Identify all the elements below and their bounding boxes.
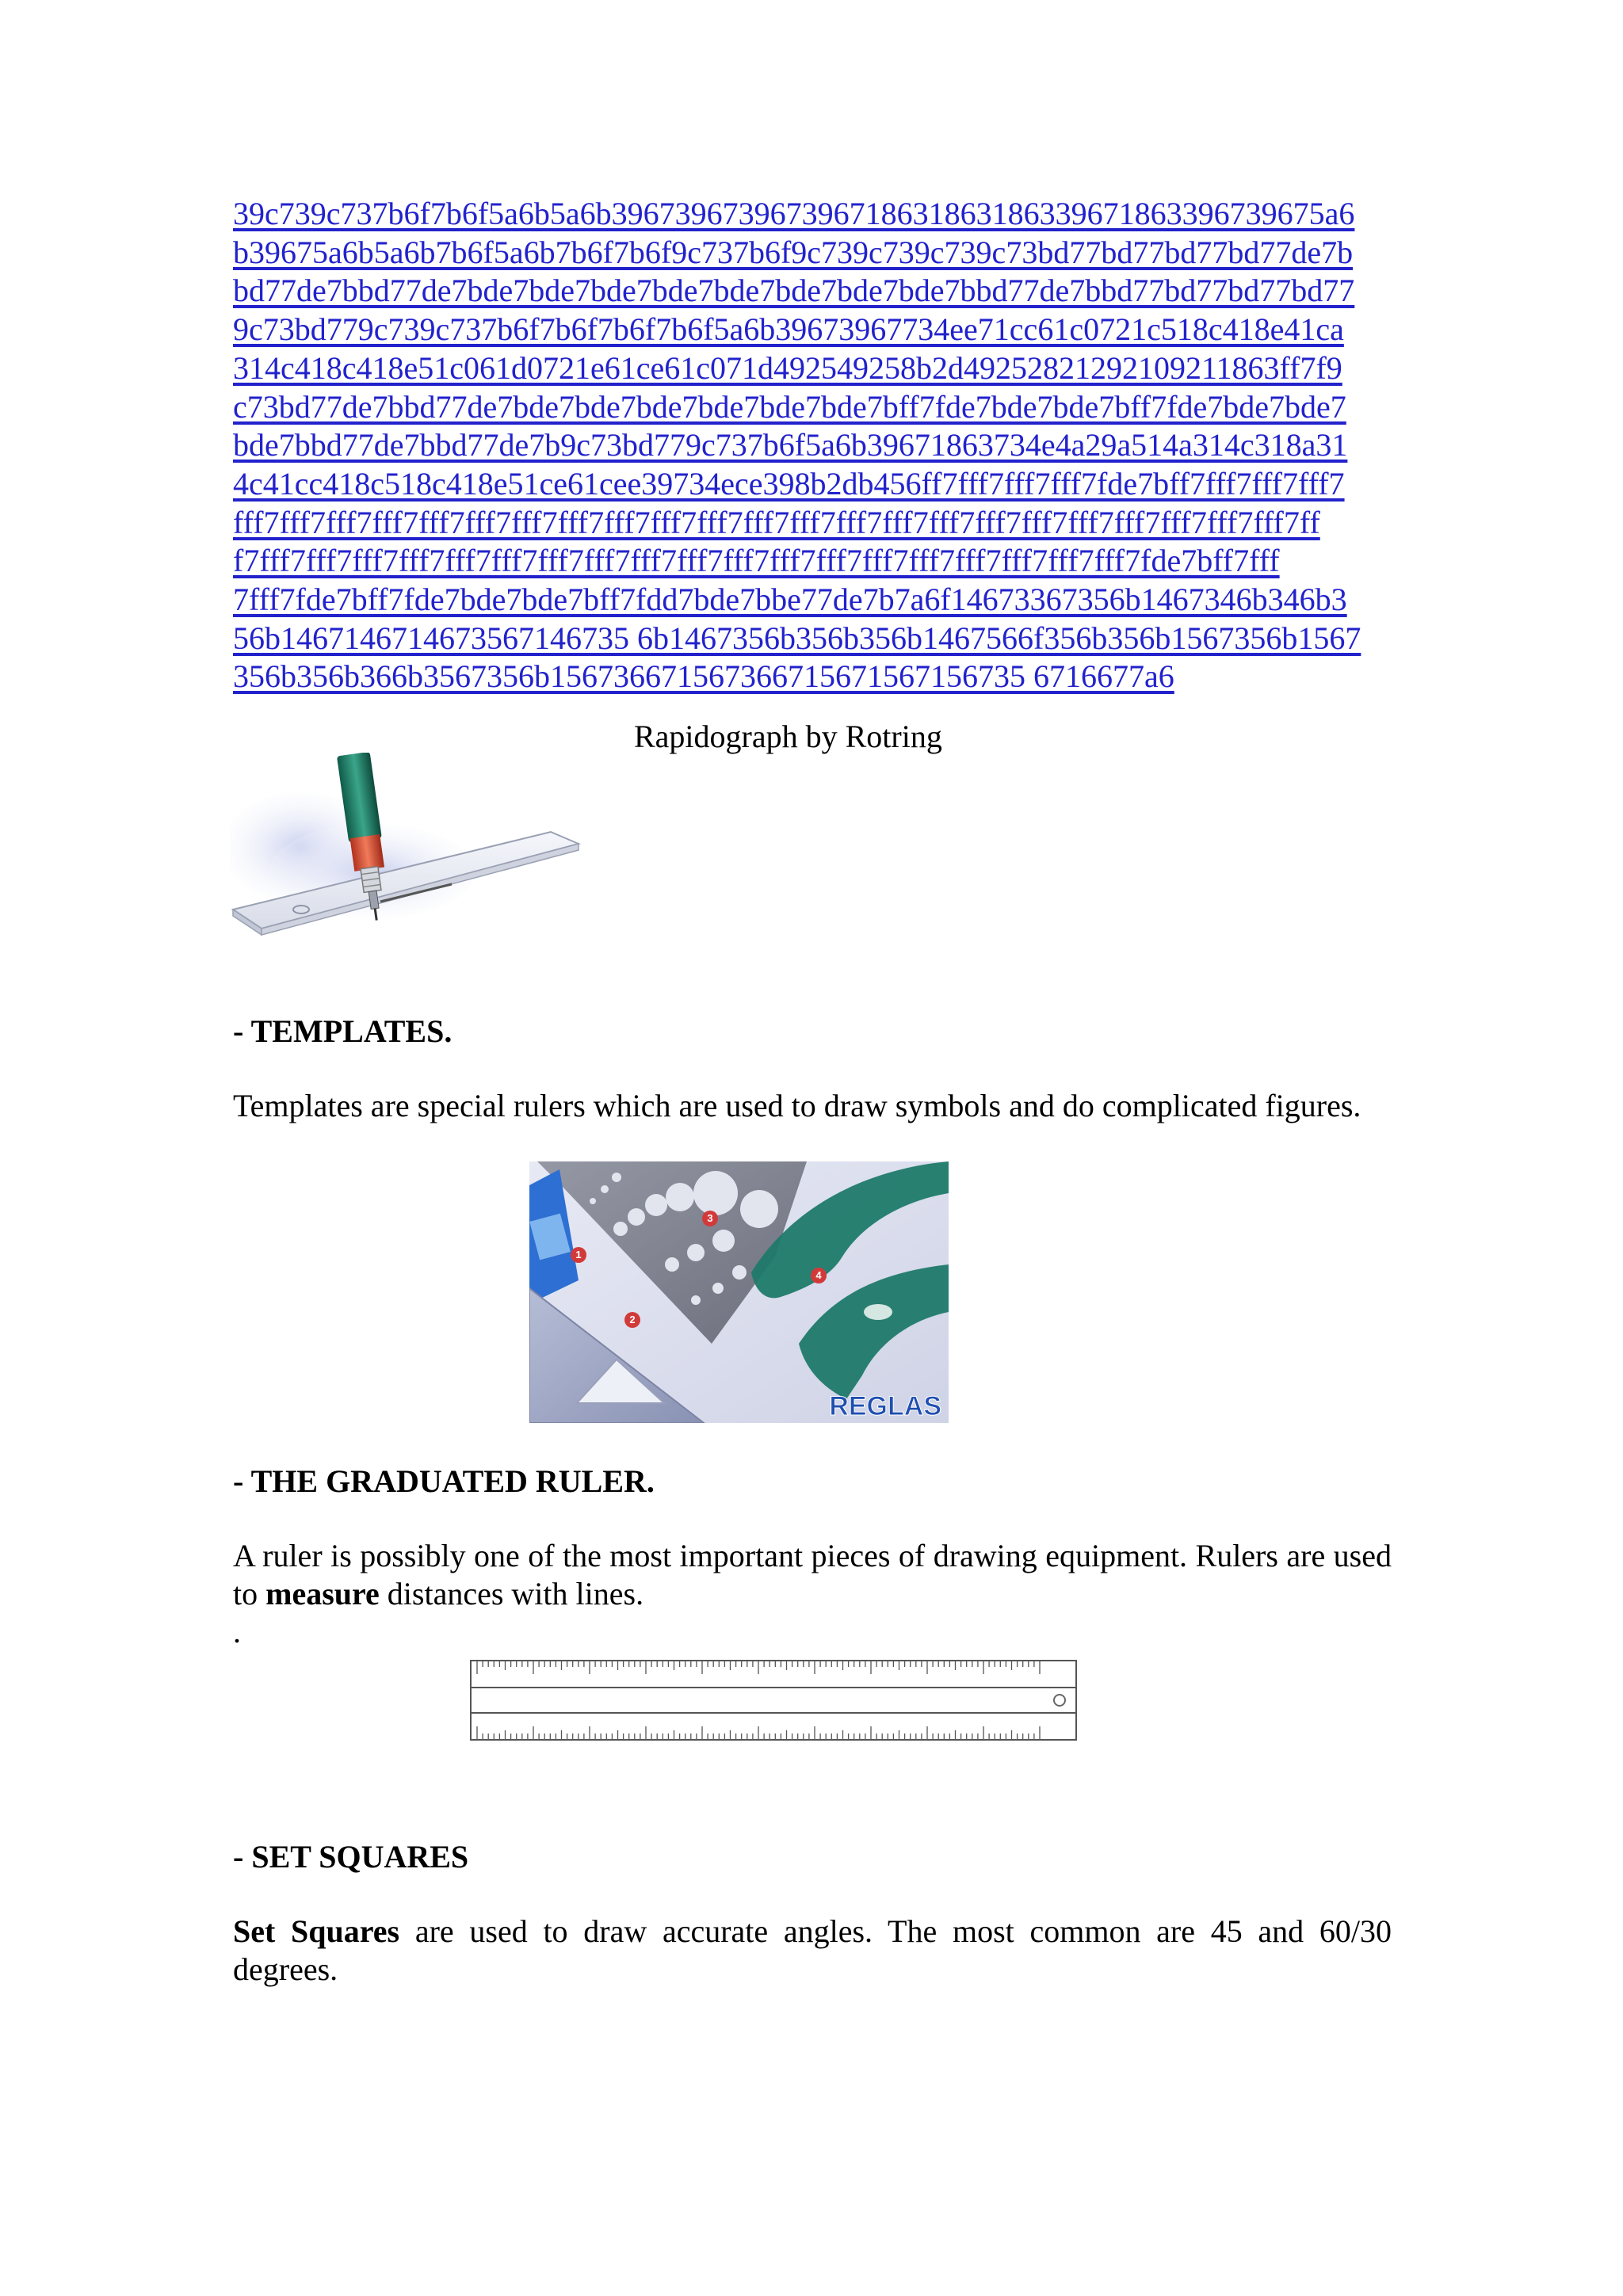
hex-link-line[interactable]: bde7bbd77de7bbd77de7b9c73bd779c737b6f5a6b39671863734e4a29a514a314c318a31 <box>233 427 1348 463</box>
set-squares-text-bold: Set Squares <box>233 1913 400 1949</box>
ruler-text-after: distances with lines. <box>379 1576 644 1611</box>
hex-link-line[interactable]: c73bd77de7bbd77de7bde7bde7bde7bde7bde7bde7bff7fde7bde7bde7bff7fde7bde7bde7 <box>233 388 1346 425</box>
templates-image <box>529 1161 949 1423</box>
rapidograph-image <box>230 753 586 943</box>
hex-link-line[interactable]: 56b1467146714673567146735 6b1467356b356b356b1467566f356b356b1567356b1567 <box>233 620 1361 656</box>
hex-link-line[interactable]: fff7fff7fff7fff7fff7fff7fff7fff7fff7fff7fff7fff7fff7fff7fff7fff7fff7fff7fff7fff7fff7fff7fff7ff <box>233 504 1320 540</box>
reglas-label: REGLAS <box>829 1391 941 1421</box>
ruler-text-before: A ruler is possibly one of the most important pieces of drawing equipment. Rulers are used to <box>233 1538 1392 1611</box>
templates-paragraph: Templates are special rulers which are used to draw symbols and do complicated figures. <box>233 1088 1361 1123</box>
hex-link-block[interactable] <box>233 195 1392 696</box>
set-squares-paragraph <box>233 1913 1392 1989</box>
hex-link-line[interactable]: bd77de7bbd77de7bde7bde7bde7bde7bde7bde7bde7bde7bbd77de7bbd77bd77bd77bd77 <box>233 273 1355 309</box>
hex-link-line[interactable]: f7fff7fff7fff7fff7fff7fff7fff7fff7fff7fff7fff7fff7fff7fff7fff7fff7fff7fff7fff7fde7bff7fff <box>233 543 1280 579</box>
hex-link-line[interactable]: 39c739c737b6f7b6f5a6b5a6b396739673967396718631863186339671863396739675a6 <box>233 196 1355 231</box>
ruler-heading: - THE GRADUATED RULER. <box>233 1463 655 1499</box>
hex-link-line[interactable]: 7fff7fde7bff7fde7bde7bde7bff7fdd7bde7bbe77de7b7a6f14673367356b1467346b346b3 <box>233 582 1347 618</box>
rapidograph-caption: Rapidograph by Rotring <box>634 719 942 754</box>
hex-link-line[interactable]: b39675a6b5a6b7b6f5a6b7b6f7b6f9c737b6f9c739c739c739c73bd77bd77bd77bd77de7b <box>233 234 1354 270</box>
badge-3: 3 <box>707 1212 713 1224</box>
templates-heading: - TEMPLATES. <box>233 1013 453 1049</box>
badge-2: 2 <box>629 1314 636 1325</box>
ruler-paragraph <box>233 1537 1392 1613</box>
hex-link-line[interactable]: 4c41cc418c518c418e51ce61cee39734ece398b2db456ff7fff7fff7fff7fde7bff7fff7fff7fff7 <box>233 465 1345 502</box>
hex-link-line[interactable]: 9c73bd779c739c737b6f7b6f7b6f7b6f5a6b39673967734ee71cc61c0721c518c418e41ca <box>233 311 1344 348</box>
badge-1: 1 <box>575 1249 582 1261</box>
badge-4: 4 <box>815 1269 822 1281</box>
set-squares-text-after: are used to draw accurate angles. The most common are 45 and 60/30 degrees. <box>233 1913 1392 1987</box>
graduated-ruler-image <box>469 1659 1079 1746</box>
hex-link-line[interactable]: 356b356b366b3567356b156736671567366715671567156735 6716677a6 <box>233 658 1174 695</box>
hex-link-line[interactable]: 314c418c418e51c061d0721e61ce61c071d492549258b2d49252821292109211863ff7f9 <box>233 349 1342 386</box>
stray-dot: . <box>233 1614 241 1650</box>
set-squares-heading: - SET SQUARES <box>233 1839 469 1875</box>
ruler-text-bold: measure <box>265 1576 380 1611</box>
